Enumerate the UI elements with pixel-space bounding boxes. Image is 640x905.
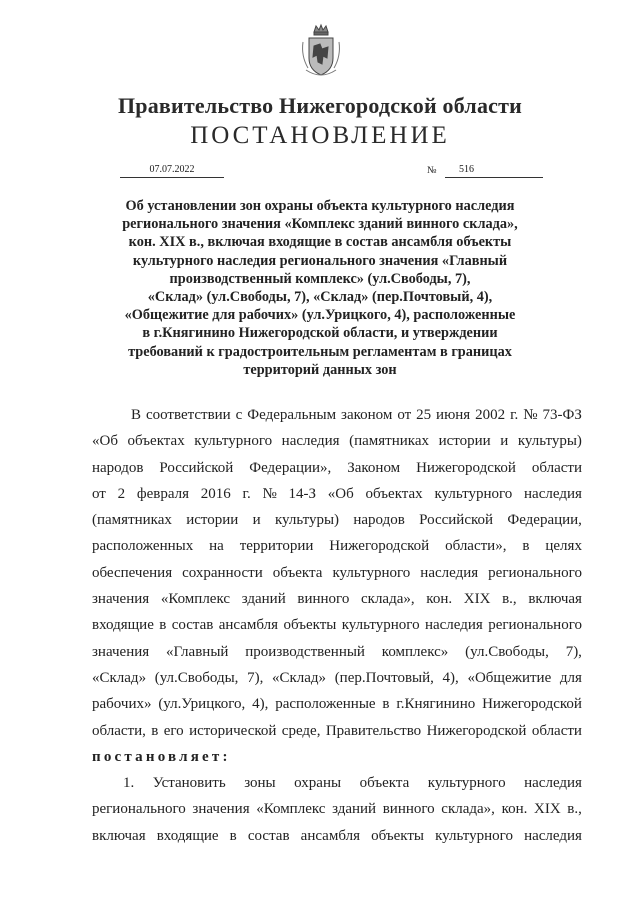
body-word: области, bbox=[92, 722, 146, 739]
body-word: кон. bbox=[426, 591, 453, 608]
body-word: наследия bbox=[281, 433, 340, 450]
body-word: 1. bbox=[123, 775, 135, 792]
body-word: Правительство bbox=[325, 722, 422, 739]
body-word: истории bbox=[438, 433, 491, 450]
body-word: его bbox=[163, 722, 184, 739]
document-heading bbox=[100, 197, 540, 379]
body-word: входящие bbox=[156, 827, 219, 844]
body-word: склада», bbox=[441, 801, 495, 818]
body-word: в., bbox=[567, 801, 582, 818]
body-word: области bbox=[531, 722, 582, 739]
body-word: «Комплекс bbox=[256, 801, 326, 818]
body-word: области bbox=[531, 459, 582, 476]
body-word: Законом bbox=[347, 459, 401, 476]
body-word: (ул.Свободы, bbox=[154, 669, 239, 686]
government-name: Правительство Нижегородской области bbox=[117, 93, 522, 118]
body-word: и bbox=[252, 512, 261, 529]
body-word: кон. bbox=[501, 801, 528, 818]
body-word: наследия bbox=[424, 617, 483, 634]
body-word: объекты bbox=[283, 617, 337, 634]
body-word: законом bbox=[341, 407, 393, 423]
body-word: культурного bbox=[341, 617, 420, 634]
body-word: 7), bbox=[247, 669, 264, 686]
body-line bbox=[92, 744, 582, 770]
body-word: «Комплекс bbox=[160, 591, 231, 608]
number-sign: № bbox=[427, 165, 437, 176]
body-word: от bbox=[397, 407, 412, 423]
body-word: Нижегородской bbox=[426, 722, 527, 739]
body-word: состав bbox=[171, 617, 214, 634]
body-word: июня bbox=[436, 407, 471, 423]
body-word: г. bbox=[242, 485, 251, 502]
body-word: (памятниках bbox=[92, 512, 172, 529]
body-word: Нижегородской bbox=[329, 538, 430, 555]
body-word: расположенные bbox=[275, 696, 376, 713]
heading-line: требований к градостроительным регламентам в границах bbox=[128, 343, 512, 360]
body-line bbox=[92, 718, 582, 744]
body-word: культуры) bbox=[274, 512, 340, 529]
body-word: № bbox=[262, 485, 277, 502]
body-line bbox=[92, 455, 582, 481]
body-word: зданий bbox=[241, 591, 286, 608]
heading-line: «Склад» (ул.Свободы, 7), «Склад» (пер.Почтовый, 4), bbox=[147, 289, 493, 306]
body-line bbox=[92, 796, 582, 822]
body-word: XIX bbox=[463, 591, 491, 608]
body-word: для bbox=[559, 669, 582, 686]
body-word: 14-З bbox=[288, 485, 317, 502]
body-word: регионального bbox=[92, 801, 186, 818]
body-line bbox=[92, 770, 582, 796]
body-word: комплекс» bbox=[381, 643, 449, 660]
body-word: Установить bbox=[152, 775, 226, 792]
body-word: культурного bbox=[434, 485, 513, 502]
body-word: XIX bbox=[534, 801, 561, 818]
body-word: в bbox=[159, 617, 167, 634]
body-word: культурного bbox=[194, 433, 273, 450]
body-word: «Об bbox=[327, 485, 354, 502]
heading-line: «Общежитие для рабочих» (ул.Урицкого, 4), расположенные bbox=[124, 307, 516, 324]
body-word: зоны bbox=[244, 775, 276, 792]
body-line bbox=[92, 586, 582, 612]
body-line bbox=[92, 665, 582, 691]
heading-line: кон. XIX в., включая входящие в состав ансамбля объекты bbox=[128, 234, 512, 251]
body-word: объектах bbox=[127, 433, 185, 450]
body-line bbox=[92, 428, 582, 454]
body-word: в bbox=[229, 827, 237, 844]
body-word: расположенных bbox=[92, 538, 194, 555]
document-body bbox=[92, 402, 582, 849]
body-word: февраля bbox=[136, 485, 189, 502]
heading-line: культурного наследия регионального значения «Главный bbox=[132, 252, 508, 269]
body-word: области», bbox=[445, 538, 507, 555]
document-date: 07.07.2022 bbox=[120, 163, 224, 178]
body-word: исторической bbox=[189, 722, 277, 739]
body-word: объекты bbox=[371, 827, 424, 844]
body-word: 2016 bbox=[200, 485, 231, 502]
body-word: 2 bbox=[117, 485, 126, 502]
body-word: объектах bbox=[365, 485, 423, 502]
body-word: 73-ФЗ bbox=[542, 407, 582, 423]
body-word: Федерации», bbox=[249, 459, 332, 476]
body-word: на bbox=[209, 538, 224, 555]
body-word: г.Княгинино bbox=[396, 696, 476, 713]
body-word: охраны bbox=[294, 775, 342, 792]
body-word: «Склад» bbox=[92, 669, 147, 686]
body-line bbox=[92, 823, 582, 849]
body-word: объекта bbox=[272, 564, 323, 581]
body-line bbox=[92, 402, 582, 428]
body-word: территории bbox=[239, 538, 314, 555]
body-word: В bbox=[131, 407, 142, 423]
coat-of-arms-icon bbox=[300, 22, 342, 80]
body-word: 7), bbox=[565, 643, 582, 660]
body-word: Нижегородской bbox=[482, 696, 582, 713]
heading-line: регионального значения «Комплекс зданий винного склада», bbox=[122, 216, 518, 233]
body-word: с bbox=[235, 407, 243, 423]
body-word: среде, bbox=[281, 722, 321, 739]
body-word: истории bbox=[186, 512, 239, 529]
body-word: объекта bbox=[359, 775, 410, 792]
body-word: Нижегородской bbox=[416, 459, 516, 476]
body-word: соответствии bbox=[145, 407, 231, 423]
body-word: и bbox=[500, 433, 509, 450]
body-word: 2002 bbox=[475, 407, 506, 423]
body-line bbox=[92, 691, 582, 717]
body-word: в bbox=[522, 538, 530, 555]
body-word: наследия bbox=[524, 485, 582, 502]
body-word: винного bbox=[382, 801, 435, 818]
document-type: ПОСТАНОВЛЕНИЕ bbox=[190, 122, 450, 149]
body-word: в bbox=[151, 722, 159, 739]
body-word: «Склад» bbox=[271, 669, 327, 686]
body-word: народов bbox=[353, 512, 405, 529]
body-word: (памятниках bbox=[349, 433, 429, 450]
heading-line: территорий данных зон bbox=[243, 361, 397, 378]
body-line bbox=[92, 507, 582, 533]
body-word: «Главный bbox=[166, 643, 229, 660]
body-word: «Об bbox=[92, 433, 118, 450]
body-word: в bbox=[382, 696, 390, 713]
body-word: 4), bbox=[442, 669, 459, 686]
body-line bbox=[92, 481, 582, 507]
body-word: (пер.Почтовый, bbox=[334, 669, 434, 686]
body-line bbox=[92, 560, 582, 586]
body-word: регионального bbox=[488, 617, 582, 634]
body-word: сохранности bbox=[182, 564, 263, 581]
body-word: включая bbox=[92, 827, 146, 844]
body-word: склада», bbox=[361, 591, 415, 608]
body-word: винного bbox=[297, 591, 350, 608]
body-word: рабочих» bbox=[92, 696, 152, 713]
body-word: 4), bbox=[252, 696, 269, 713]
heading-line: производственный комплекс» (ул.Свободы, 7), bbox=[169, 270, 471, 287]
body-word: 25 bbox=[416, 407, 432, 423]
body-line bbox=[92, 639, 582, 665]
body-word: ансамбля bbox=[300, 827, 360, 844]
body-word: значения bbox=[92, 591, 150, 608]
document-number: 516 bbox=[445, 163, 543, 178]
body-word: наследия bbox=[524, 827, 582, 844]
heading-line: в г.Княгинино Нижегородской области, и утверждении bbox=[142, 325, 498, 342]
resolves-word: постановляет: bbox=[92, 748, 231, 765]
body-word: наследия bbox=[524, 775, 582, 792]
body-word: обеспечения bbox=[92, 564, 173, 581]
body-word: Российской bbox=[159, 459, 234, 476]
body-word: народов bbox=[92, 459, 144, 476]
body-word: № bbox=[523, 407, 538, 423]
body-word: в., bbox=[502, 591, 517, 608]
body-word: Федерации, bbox=[507, 512, 582, 529]
body-word: регионального bbox=[488, 564, 582, 581]
body-word: значения bbox=[92, 643, 150, 660]
body-word: от bbox=[92, 485, 106, 502]
body-word: наследия bbox=[420, 564, 479, 581]
body-word: (ул.Свободы, bbox=[465, 643, 549, 660]
body-word: значения bbox=[192, 801, 250, 818]
body-word: культурного bbox=[427, 775, 506, 792]
body-word: производственный bbox=[245, 643, 365, 660]
body-line bbox=[92, 612, 582, 638]
body-word: культурного bbox=[435, 827, 513, 844]
body-word: входящие bbox=[92, 617, 154, 634]
body-word: состав bbox=[247, 827, 290, 844]
body-word: культурного bbox=[332, 564, 411, 581]
body-word: включая bbox=[528, 591, 582, 608]
body-word: (ул.Урицкого, bbox=[158, 696, 246, 713]
body-word: культуры) bbox=[517, 433, 582, 450]
body-word: г. bbox=[510, 407, 519, 423]
body-word: «Общежитие bbox=[467, 669, 552, 686]
heading-line: Об установлении зон охраны объекта культурного наследия bbox=[125, 198, 515, 214]
body-word: ансамбля bbox=[218, 617, 279, 634]
body-word: Федеральным bbox=[247, 407, 337, 423]
body-line bbox=[92, 533, 582, 559]
body-word: Российской bbox=[419, 512, 494, 529]
body-word: зданий bbox=[332, 801, 377, 818]
body-word: целях bbox=[545, 538, 582, 555]
